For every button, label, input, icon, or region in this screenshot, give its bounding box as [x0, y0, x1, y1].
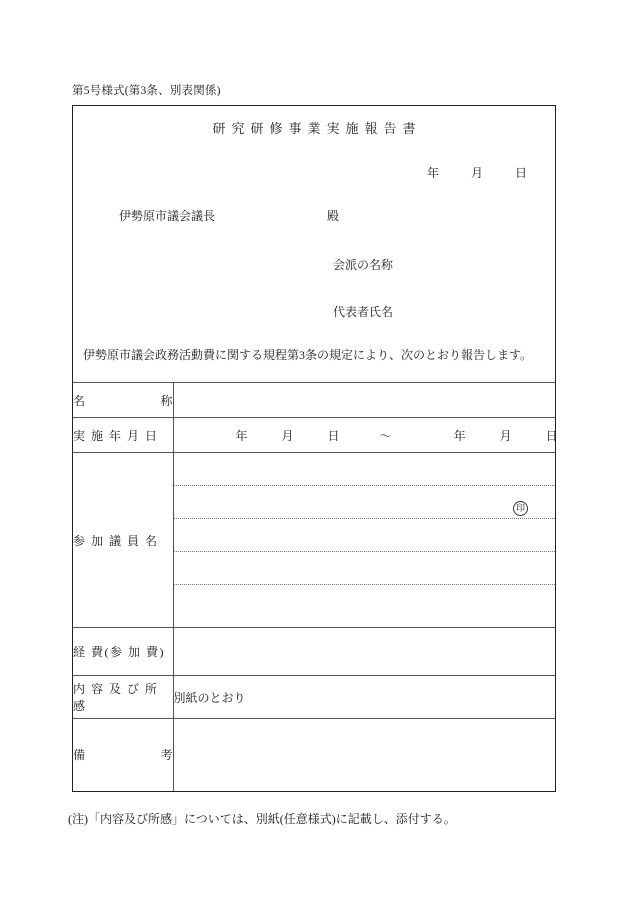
- date-day-label: 日: [514, 166, 527, 180]
- row-value-name[interactable]: [173, 383, 555, 418]
- representative-name-label: 代表者氏名: [333, 305, 394, 319]
- representative-name-row: [333, 303, 533, 513]
- footnote-text: (注)「内容及び所感」については、別紙(任意様式)に記載し、添付する。: [68, 812, 456, 826]
- label-char: 備: [73, 748, 86, 763]
- page-title: 研究研修事業実施報告書: [212, 121, 422, 136]
- range-separator: ～: [379, 428, 392, 443]
- form-number-label: 第5号様式(第3条、別表関係): [72, 85, 221, 97]
- report-detail-table: [73, 382, 558, 791]
- label-text: 内 容 及 び 所 感: [73, 682, 159, 713]
- regulation-statement: 伊勢原市議会政務活動費に関する規程第3条の規定により、次のとおり報告します。: [83, 348, 533, 362]
- table-row: [73, 628, 555, 676]
- table-row: [73, 418, 555, 453]
- table-row: [73, 676, 555, 719]
- label-char: 考: [160, 748, 173, 763]
- table-row: [73, 453, 555, 628]
- addressee-name: 伊勢原市議会議長: [119, 209, 216, 223]
- start-month-label: 月: [281, 428, 294, 443]
- row-label-cost: [73, 628, 173, 676]
- date-range-line: [174, 427, 556, 444]
- row-label-content-impressions: [73, 676, 173, 719]
- ruled-line: [174, 551, 556, 552]
- row-value-participating-members[interactable]: [173, 453, 555, 628]
- row-label-participating-members: [73, 453, 173, 628]
- addressee-honorific: 殿: [327, 209, 340, 223]
- start-year-label: 年: [235, 428, 248, 443]
- label-text: 実 施 年 月 日: [73, 428, 159, 443]
- row-value-content-impressions[interactable]: 別紙のとおり: [173, 676, 555, 719]
- row-label-name: [73, 383, 173, 418]
- ruled-line: [174, 485, 556, 486]
- table-row: [73, 719, 555, 791]
- start-day-label: 日: [327, 428, 340, 443]
- end-year-label: 年: [453, 428, 466, 443]
- ruled-line: [174, 518, 556, 519]
- end-day-label: 日: [545, 428, 558, 443]
- addressee-line: [119, 207, 339, 224]
- row-value-implementation-date[interactable]: [173, 418, 558, 453]
- label-text: 参 加 議 員 名: [73, 533, 159, 548]
- date-month-label: 月: [470, 166, 483, 180]
- report-form-box: [72, 105, 556, 792]
- label-char: 称: [160, 393, 173, 408]
- submission-date-line: [427, 164, 527, 181]
- row-value-remarks[interactable]: [173, 719, 555, 791]
- date-year-label: 年: [426, 166, 439, 180]
- label-char: 名: [73, 393, 86, 408]
- group-name-label: 会派の名称: [333, 258, 394, 272]
- table-row: [73, 383, 555, 418]
- row-label-implementation-date: [73, 418, 173, 453]
- end-month-label: 月: [499, 428, 512, 443]
- row-label-remarks: [73, 719, 173, 791]
- seal-icon: 印: [513, 501, 528, 516]
- row-value-cost[interactable]: [173, 628, 555, 676]
- label-text: 経 費(参 加 費): [73, 645, 165, 659]
- ruled-line: [174, 584, 556, 585]
